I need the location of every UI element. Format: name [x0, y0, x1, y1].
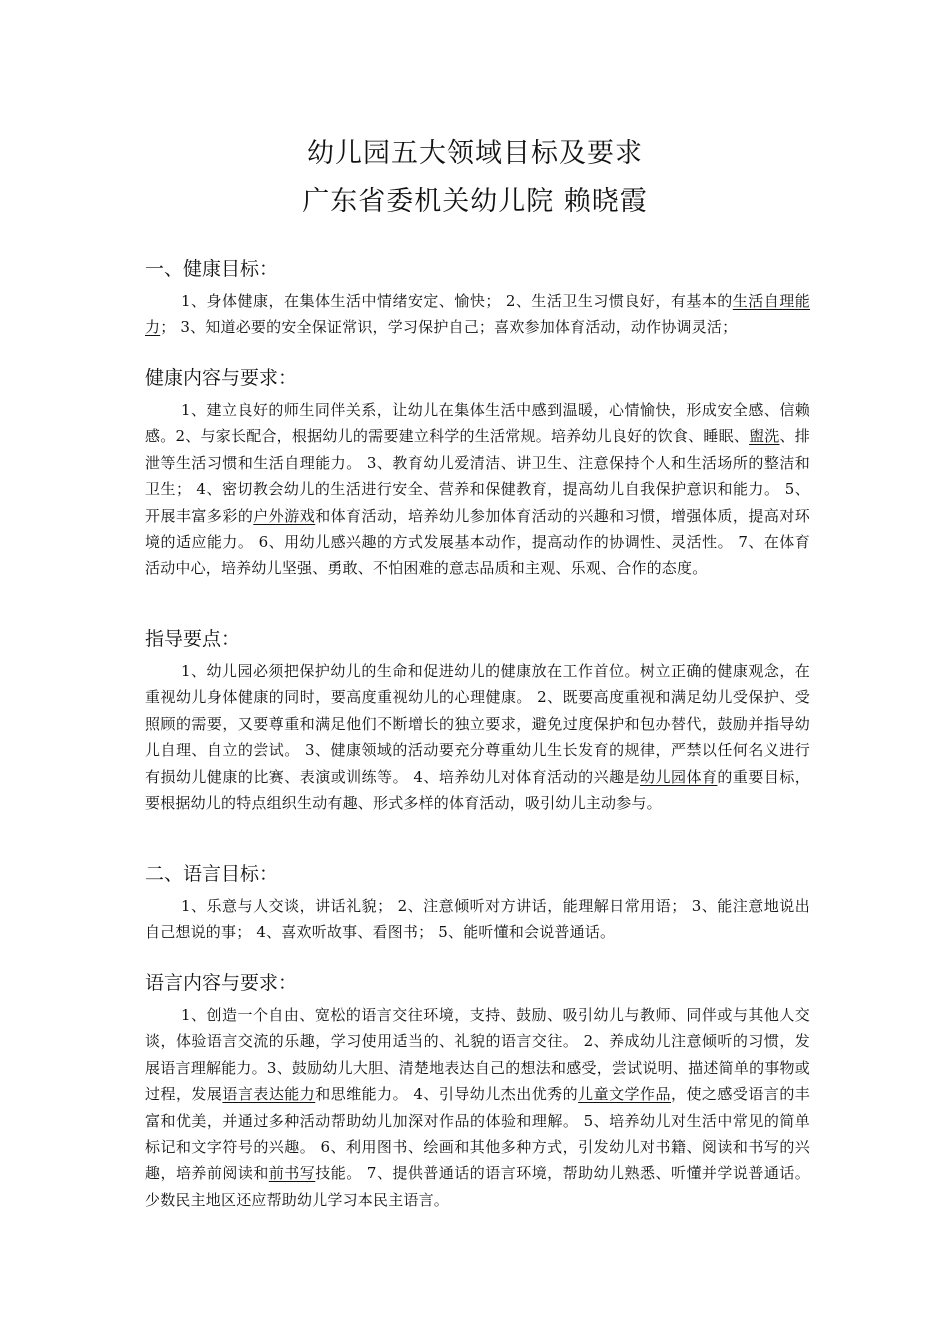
section-paragraph: [145, 397, 810, 582]
document-title: 幼儿园五大领域目标及要求: [307, 138, 643, 169]
section-heading: 语言内容与要求：: [145, 972, 298, 994]
section-paragraph: [145, 288, 810, 341]
text-run: ； 3、知道必要的安全保证常识，学习保护自己；喜欢参加体育活动，动作协调灵活；: [160, 318, 738, 337]
section-health-content: [145, 365, 810, 582]
section-language-goals: [145, 861, 810, 946]
section-paragraph: [145, 1002, 810, 1213]
underlined-term: 生活自理能力: [145, 292, 810, 337]
underlined-term: 幼儿园体育: [640, 767, 718, 786]
underlined-term: 语言表达能力: [222, 1085, 316, 1104]
text-run: 、排泄等生活习惯和生活自理能力。 3、教育幼儿爱清洁、讲卫生、注意保持个人和生活场所的整洁和卫生； 4、密切教会幼儿的生活进行安全、营养和保健教育，提高幼儿自我保护意识和能力。 5、开展丰富多彩的: [145, 427, 810, 525]
text-run: 技能。 7、提供普通话的语言环境，帮助幼儿熟悉、听懂并学说普通话。少数民主地区还应帮助幼儿学习本民主语言。: [145, 1164, 810, 1209]
text-run: 1、建立良好的师生同伴关系，让幼儿在集体生活中感到温暖，心情愉快，形成安全感、信赖感。2、与家长配合，根据幼儿的需要建立科学的生活常规。培养幼儿良好的饮食、睡眠、: [145, 401, 810, 446]
text-run: 1、身体健康，在集体生活中情绪安定、愉快； 2、生活卫生习惯良好，有基本的: [181, 292, 733, 310]
underlined-term: 前书写: [268, 1164, 316, 1183]
section-health-goals: [145, 256, 810, 341]
section-heading: 指导要点：: [145, 628, 241, 650]
text-run: ，使之感受语言的丰富和优美，并通过多种活动帮助幼儿加深对作品的体验和理解。 5、培养幼儿对生活中常见的简单标记和文字符号的兴趣。 6、利用图书、绘画和其他多种方式，引发幼儿对书籍、阅读和书写的兴趣，培养前阅读和: [145, 1085, 810, 1183]
text-run: 和思维能力。 4、引导幼儿杰出优秀的: [315, 1085, 579, 1104]
underlined-term: 盥洗: [749, 427, 780, 446]
text-run: 的重要目标，要根据幼儿的特点组织生动有趣、形式多样的体育活动，吸引幼儿主动参与。: [145, 767, 811, 813]
section-language-content: [145, 970, 810, 1213]
text-run: 1、幼儿园必须把保护幼儿的生命和促进幼儿的健康放在工作首位。树立正确的健康观念，在重视幼儿身体健康的同时，要高度重视幼儿的心理健康。 2、既要高度重视和满足幼儿受保护、受照顾的需要，又要尊重和满足他们不断增长的独立要求，避免过度保护和包办替代，鼓励并指导幼儿自理、自立的尝试。 3、健康领域的活动要充分尊重幼儿生长发育的规律，严禁以任何名义进行有损幼儿健康的比赛、表演或训练等。 4、培养幼儿对体育活动的兴趣是: [145, 662, 810, 786]
text-run: 1、创造一个自由、宽松的语言交往环境，支持、鼓励、吸引幼儿与教师、同伴或与其他人交谈，体验语言交流的乐趣，学习使用适当的、礼貌的语言交往。 2、养成幼儿注意倾听的习惯，发展语言理解能力。3、鼓励幼儿大胆、清楚地表达自己的想法和感受，尝试说明、描述简单的事物或过程，发展: [145, 1006, 810, 1104]
section-guidance-points: [145, 626, 810, 816]
underlined-term: 儿童文学作品: [578, 1085, 671, 1104]
section-heading: 二、语言目标：: [145, 863, 279, 885]
section-paragraph: [145, 893, 810, 946]
text-run: 1、乐意与人交谈，讲话礼貌； 2、注意倾听对方讲话，能理解日常用语； 3、能注意地说出自己想说的事； 4、喜欢听故事、看图书； 5、能听懂和会说普通话。: [145, 897, 810, 942]
section-heading: 健康内容与要求：: [145, 367, 298, 389]
document-subtitle: 广东省委机关幼儿院 赖晓霞: [302, 186, 648, 217]
underlined-term: 户外游戏: [253, 506, 316, 525]
text-run: 和体育活动，培养幼儿参加体育活动的兴趣和习惯，增强体质，提高对环境的适应能力。 6、用幼儿感兴趣的方式发展基本动作，提高动作的协调性、灵活性。 7、在体育活动中心，培养幼儿坚强、勇敢、不怕困难的意志品质和主观、乐观、合作的态度。: [145, 506, 810, 578]
section-paragraph: [145, 658, 810, 816]
section-heading: 一、健康目标：: [145, 258, 279, 280]
